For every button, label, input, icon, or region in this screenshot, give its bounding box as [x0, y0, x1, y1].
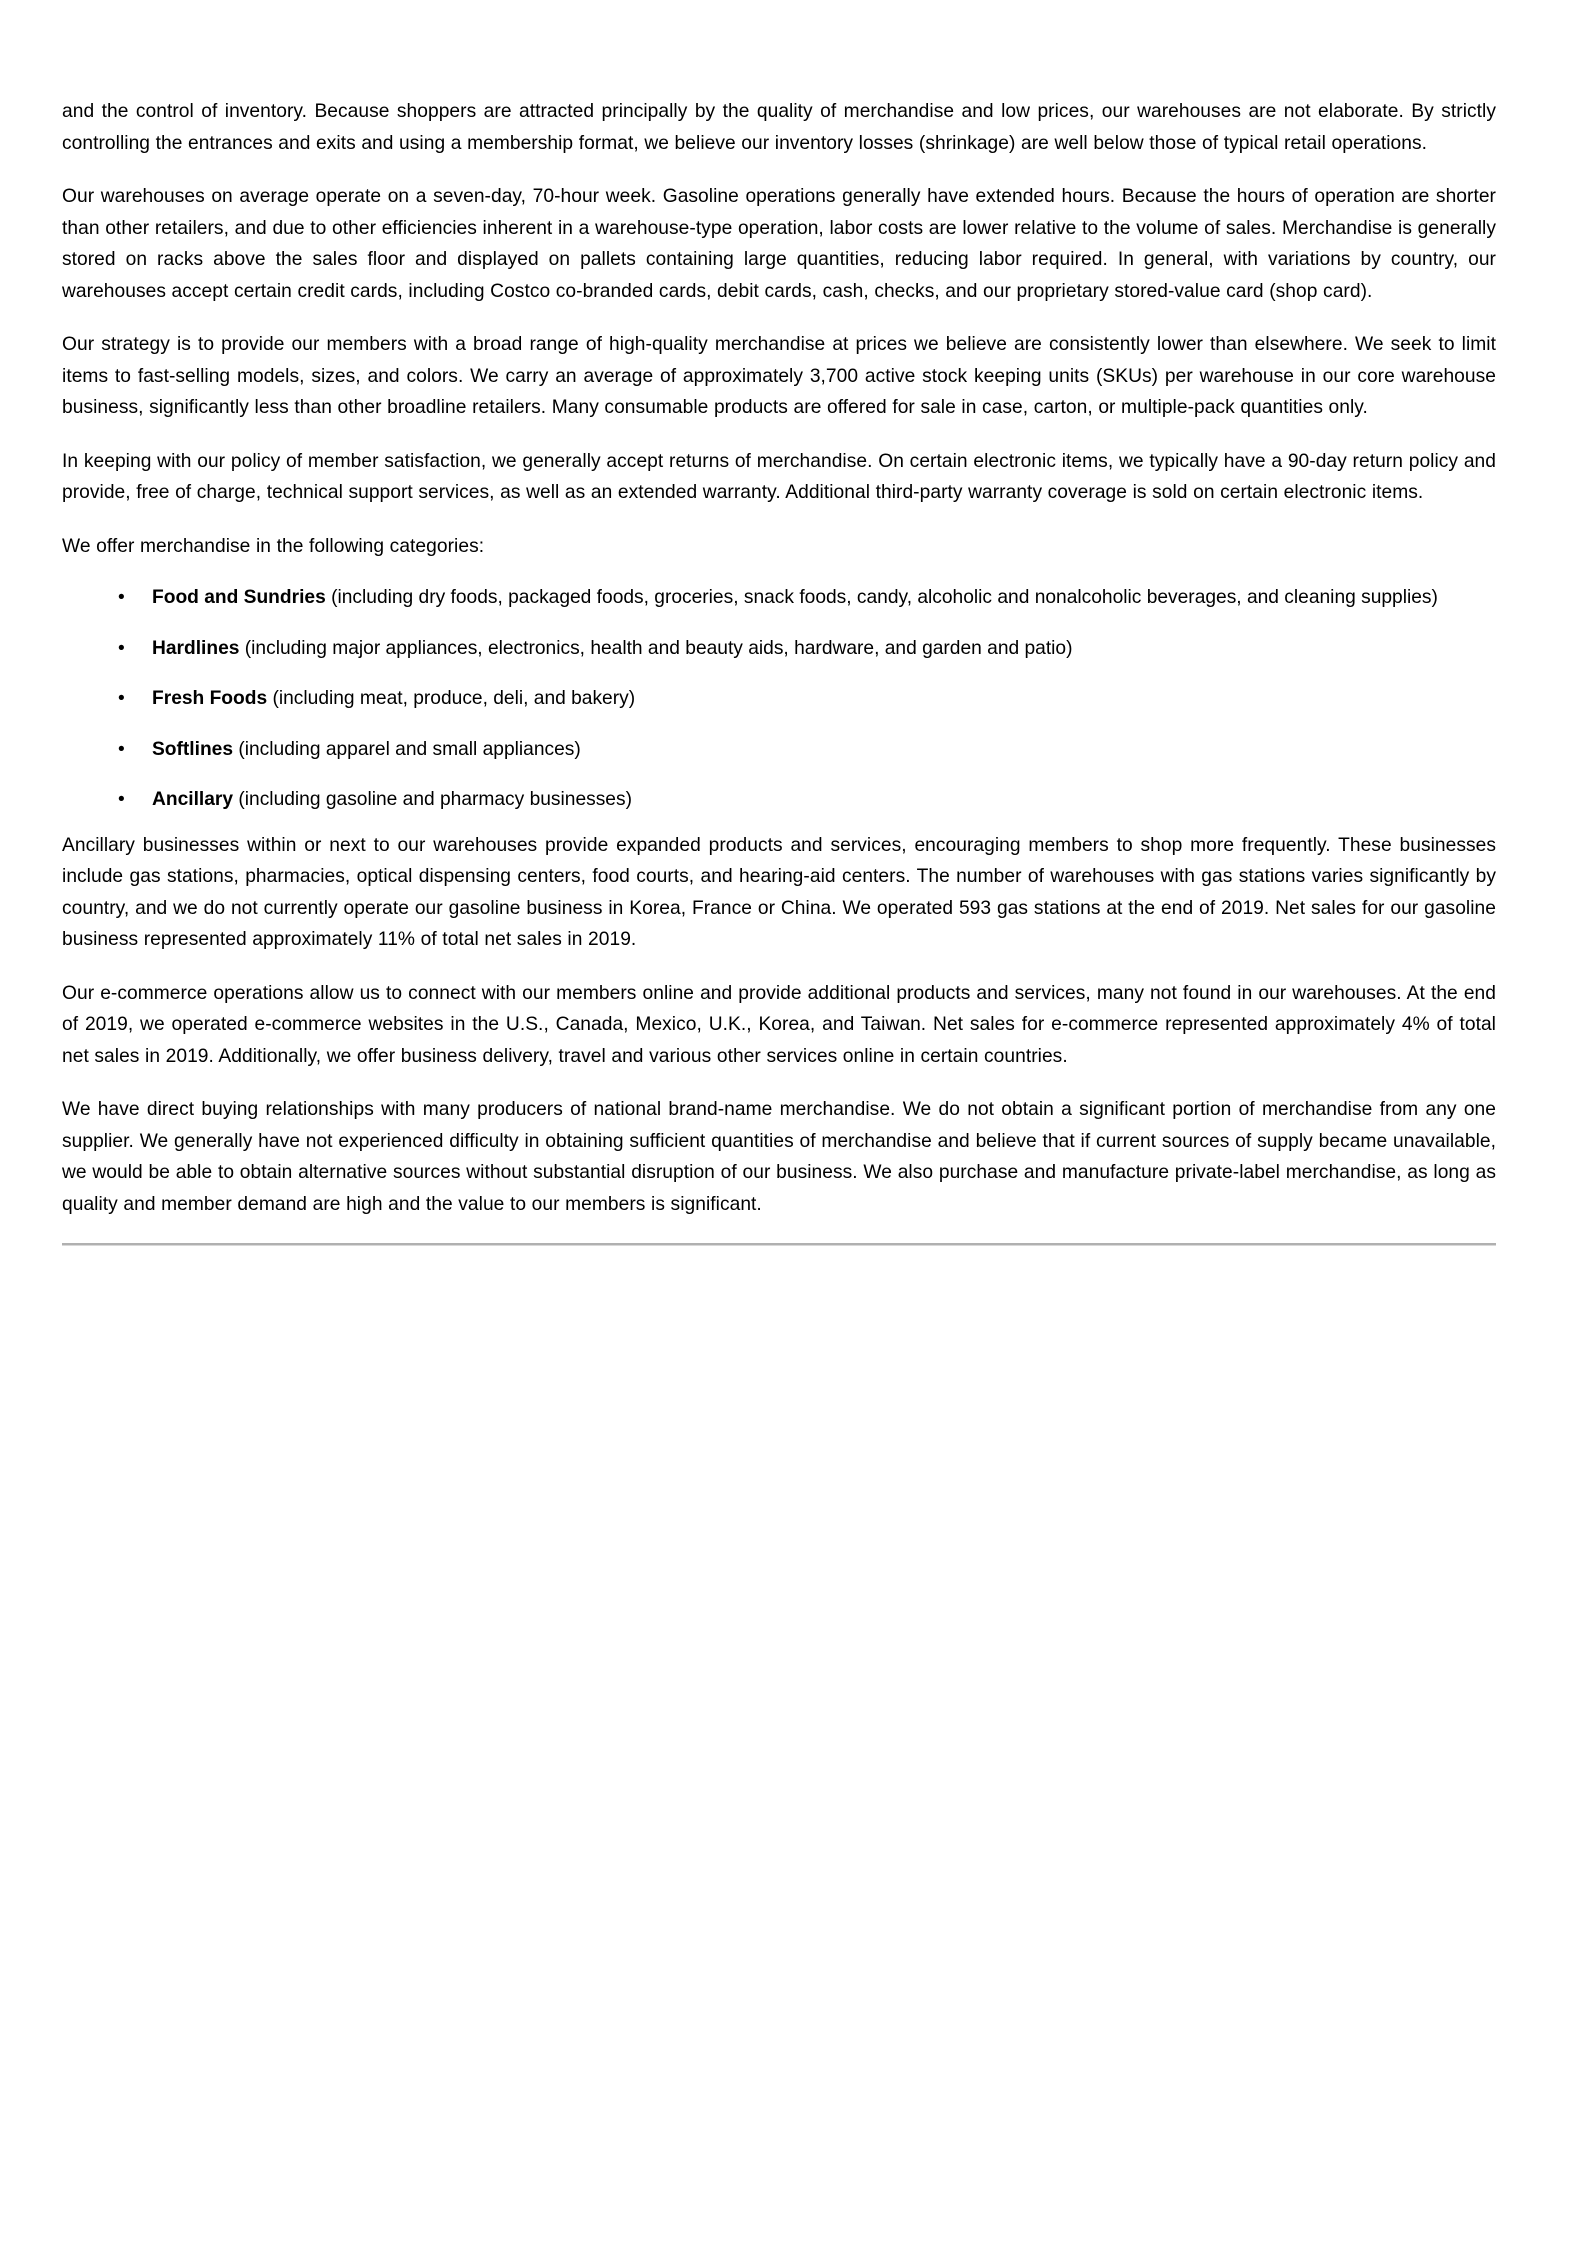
paragraph-member-satisfaction: In keeping with our policy of member satisfaction, we generally accept returns of merchandise. On certain electronic items, we typically have a 90-day return policy and provide, free of charge, technical support services, as well as an extended warranty. Additional third-party warranty coverage is sold on certain electronic items.: [62, 450, 1496, 503]
bullet-icon: •: [118, 688, 125, 709]
category-name: Hardlines: [152, 637, 240, 659]
list-item: [62, 633, 1496, 665]
category-description: (including major appliances, electronics, health and beauty aids, hardware, and garden and patio): [239, 637, 1073, 659]
footer-whitespace: [62, 1260, 1496, 2220]
category-name: Food and Sundries: [152, 587, 326, 608]
paragraph-inventory-control: and the control of inventory. Because shoppers are attracted principally by the quality of merchandise and low prices, our warehouses are not elaborate. By strictly controlling the entrances and exits and using a membership format, we believe our inventory losses (shrinkage) are well below those of typical retail operations.: [62, 101, 1496, 154]
category-description: (including gasoline and pharmacy businesses): [233, 789, 632, 810]
list-intro-text: We offer merchandise in the following categories:: [62, 535, 485, 557]
category-name: Fresh Foods: [152, 688, 268, 709]
paragraph-ancillary-businesses: Ancillary businesses within or next to our warehouses provide expanded products and services, encouraging members to shop more frequently. These businesses include gas stations, pharmacies, optical dispensing centers, food courts, and hearing-aid centers. The number of warehouses with gas stations varies significantly by country, and we do not currently operate our gasoline business in Korea, France or China. We operated 593 gas stations at the end of 2019. Net sales for our gasoline business represented approximately 11% of total net sales in 2019.: [62, 834, 1496, 950]
category-description: (including meat, produce, deli, and bakery): [267, 688, 636, 709]
bullet-icon: •: [118, 637, 125, 659]
paragraph-merchandise-strategy: Our strategy is to provide our members with a broad range of high-quality merchandise at prices we believe are consistently lower than elsewhere. We seek to limit items to fast-selling models, sizes, and colors. We carry an average of approximately 3,700 active stock keeping units (SKUs) per warehouse in our core warehouse business, significantly less than other broadline retailers. Many consumable products are offered for sale in case, carton, or multiple-pack quantities only.: [62, 334, 1496, 418]
bullet-icon: •: [118, 789, 125, 810]
bullet-icon: •: [118, 738, 125, 760]
paragraph-warehouse-operations: Our warehouses on average operate on a seven-day, 70-hour week. Gasoline operations generally have extended hours. Because the hours of operation are shorter than other retailers, and due to other efficiencies inherent in a warehouse-type operation, labor costs are lower relative to the volume of sales. Merchandise is generally stored on racks above the sales floor and displayed on pallets containing large quantities, reducing labor required. In general, with variations by country, our warehouses accept certain credit cards, including Costco co-branded cards, debit cards, cash, checks, and our proprietary stored-value card (shop card).: [62, 186, 1496, 302]
category-name: Ancillary: [152, 789, 234, 810]
merchandise-category-list: [62, 582, 1496, 816]
list-item: [62, 784, 1496, 816]
paragraph-ecommerce-operations: Our e-commerce operations allow us to connect with our members online and provide additional products and services, many not found in our warehouses. At the end of 2019, we operated e-commerce websites in the U.S., Canada, Mexico, U.K., Korea, and Taiwan. Net sales for e-commerce represented approximately 4% of total net sales in 2019. Additionally, we offer business delivery, travel and various other services online in certain countries.: [62, 982, 1496, 1067]
document-body: [62, 96, 1496, 1242]
list-item: [62, 582, 1496, 614]
category-description: (including apparel and small appliances): [233, 738, 581, 760]
bullet-icon: •: [118, 587, 125, 608]
category-name: Softlines: [152, 738, 234, 760]
footer-divider: [62, 1243, 1496, 1246]
list-item: [62, 734, 1496, 766]
category-description: (including dry foods, packaged foods, groceries, snack foods, candy, alcoholic and nonalcoholic beverages, and cleaning supplies): [325, 587, 1438, 608]
paragraph-buying-relationships: We have direct buying relationships with many producers of national brand-name merchandise. We do not obtain a significant portion of merchandise from any one supplier. We generally have not experienced difficulty in obtaining sufficient quantities of merchandise and believe that if current sources of supply became unavailable, we would be able to obtain alternative sources without substantial disruption of our business. We also purchase and manufacture private-label merchandise, as long as quality and member demand are high and the value to our members is significant.: [62, 1099, 1496, 1215]
list-item: [62, 683, 1496, 715]
